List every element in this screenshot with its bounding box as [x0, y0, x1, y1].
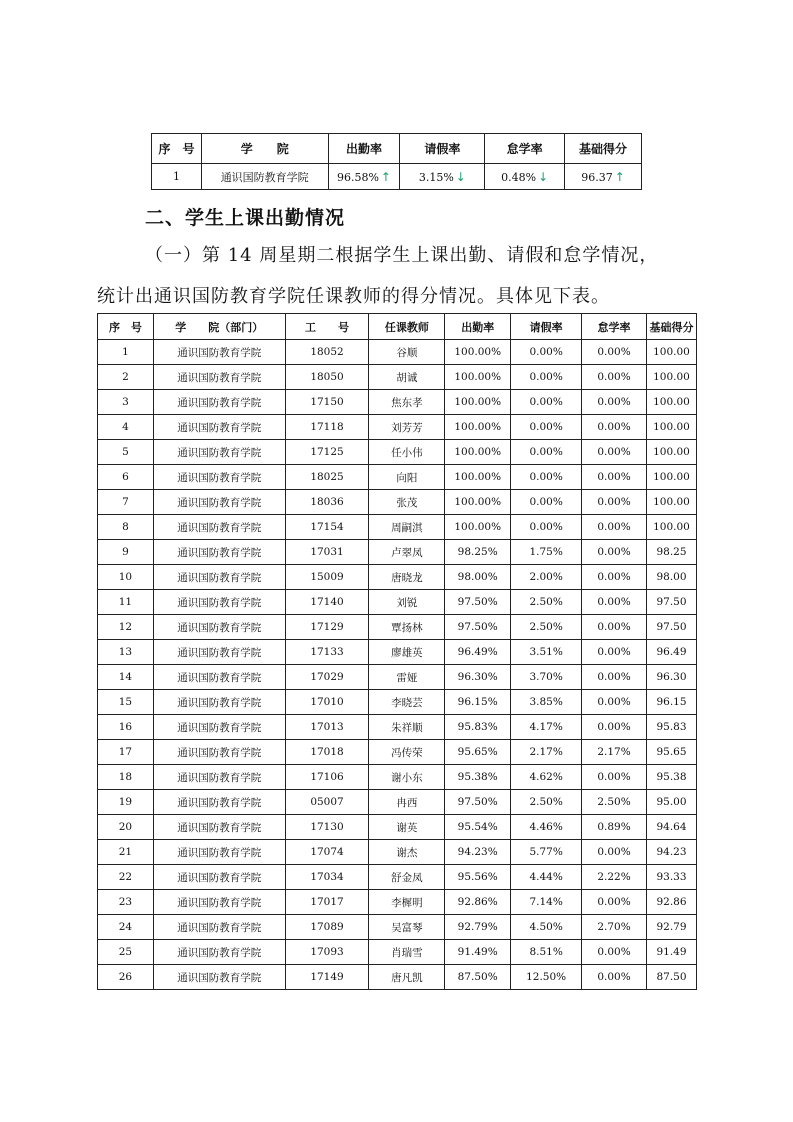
- row-teacher: 张茂: [369, 490, 445, 515]
- row-college: 通识国防教育学院: [153, 365, 285, 390]
- row-no: 13: [98, 640, 154, 665]
- summary-header-leave: 请假率: [400, 134, 485, 164]
- table-row: [98, 865, 697, 890]
- detail-header-college: 学 院（部门）: [153, 314, 285, 340]
- row-score: 100.00: [646, 340, 696, 365]
- row-attendance: 87.50%: [445, 965, 511, 990]
- summary-truancy: 0.48%: [501, 170, 537, 184]
- row-staff-id: 17089: [285, 915, 369, 940]
- row-attendance: 98.25%: [445, 540, 511, 565]
- row-teacher: 舒金凤: [369, 865, 445, 890]
- row-score: 98.25: [646, 540, 696, 565]
- table-row: [98, 965, 697, 990]
- row-leave: 12.50%: [511, 965, 582, 990]
- row-college: 通识国防教育学院: [153, 340, 285, 365]
- row-attendance: 100.00%: [445, 340, 511, 365]
- row-score: 87.50: [646, 965, 696, 990]
- row-teacher: 胡诚: [369, 365, 445, 390]
- row-truancy: 0.00%: [582, 390, 647, 415]
- row-no: 22: [98, 865, 154, 890]
- row-staff-id: 17018: [285, 740, 369, 765]
- summary-attendance-cell: [328, 164, 400, 190]
- row-college: 通识国防教育学院: [153, 965, 285, 990]
- table-row: [98, 790, 697, 815]
- row-staff-id: 17013: [285, 715, 369, 740]
- row-leave: 3.70%: [511, 665, 582, 690]
- row-college: 通识国防教育学院: [153, 540, 285, 565]
- row-teacher: 肖瑞雪: [369, 940, 445, 965]
- table-row: [98, 415, 697, 440]
- row-score: 91.49: [646, 940, 696, 965]
- row-college: 通识国防教育学院: [153, 715, 285, 740]
- row-teacher: 任小伟: [369, 440, 445, 465]
- row-truancy: 0.00%: [582, 890, 647, 915]
- row-college: 通识国防教育学院: [153, 615, 285, 640]
- summary-score: 96.37: [581, 170, 613, 184]
- row-college: 通识国防教育学院: [153, 865, 285, 890]
- row-staff-id: 17130: [285, 815, 369, 840]
- row-attendance: 100.00%: [445, 465, 511, 490]
- row-truancy: 0.00%: [582, 940, 647, 965]
- detail-header-leave: 请假率: [511, 314, 582, 340]
- row-truancy: 0.00%: [582, 440, 647, 465]
- summary-header-row: [152, 134, 642, 164]
- row-truancy: 0.00%: [582, 765, 647, 790]
- row-no: 20: [98, 815, 154, 840]
- table-row: [98, 340, 697, 365]
- row-truancy: 2.17%: [582, 740, 647, 765]
- table-row: [98, 390, 697, 415]
- row-teacher: 刘芳芳: [369, 415, 445, 440]
- row-truancy: 0.00%: [582, 590, 647, 615]
- row-staff-id: 18025: [285, 465, 369, 490]
- row-staff-id: 17029: [285, 665, 369, 690]
- table-row: [98, 915, 697, 940]
- row-staff-id: 17034: [285, 865, 369, 890]
- row-leave: 1.75%: [511, 540, 582, 565]
- row-college: 通识国防教育学院: [153, 465, 285, 490]
- row-truancy: 0.00%: [582, 365, 647, 390]
- row-leave: 3.85%: [511, 690, 582, 715]
- row-no: 8: [98, 515, 154, 540]
- row-teacher: 吴富琴: [369, 915, 445, 940]
- row-attendance: 95.83%: [445, 715, 511, 740]
- row-truancy: 0.00%: [582, 640, 647, 665]
- row-attendance: 94.23%: [445, 840, 511, 865]
- row-college: 通识国防教育学院: [153, 490, 285, 515]
- row-college: 通识国防教育学院: [153, 590, 285, 615]
- row-no: 9: [98, 540, 154, 565]
- row-leave: 7.14%: [511, 890, 582, 915]
- table-row: [98, 890, 697, 915]
- row-staff-id: 17093: [285, 940, 369, 965]
- arrow-up-icon: ↑: [614, 169, 625, 184]
- row-score: 95.83: [646, 715, 696, 740]
- row-truancy: 0.00%: [582, 965, 647, 990]
- table-row: [98, 840, 697, 865]
- row-attendance: 100.00%: [445, 490, 511, 515]
- row-staff-id: 17118: [285, 415, 369, 440]
- row-no: 11: [98, 590, 154, 615]
- row-truancy: 0.00%: [582, 715, 647, 740]
- table-row: [98, 515, 697, 540]
- row-truancy: 0.00%: [582, 540, 647, 565]
- row-no: 17: [98, 740, 154, 765]
- row-teacher: 覃扬林: [369, 615, 445, 640]
- row-college: 通识国防教育学院: [153, 790, 285, 815]
- row-score: 100.00: [646, 390, 696, 415]
- row-attendance: 98.00%: [445, 565, 511, 590]
- row-no: 19: [98, 790, 154, 815]
- row-teacher: 向阳: [369, 465, 445, 490]
- detail-header-row: [98, 314, 697, 340]
- table-row: [98, 740, 697, 765]
- detail-header-staff-id: 工 号: [285, 314, 369, 340]
- row-teacher: 冉西: [369, 790, 445, 815]
- row-no: 14: [98, 665, 154, 690]
- teacher-score-table: [97, 313, 697, 990]
- row-teacher: 刘锐: [369, 590, 445, 615]
- row-no: 6: [98, 465, 154, 490]
- row-score: 96.49: [646, 640, 696, 665]
- row-college: 通识国防教育学院: [153, 940, 285, 965]
- row-teacher: 朱祥顺: [369, 715, 445, 740]
- row-teacher: 廖雄英: [369, 640, 445, 665]
- row-leave: 2.50%: [511, 590, 582, 615]
- row-no: 23: [98, 890, 154, 915]
- row-college: 通识国防教育学院: [153, 740, 285, 765]
- row-staff-id: 17017: [285, 890, 369, 915]
- detail-header-no: 序 号: [98, 314, 154, 340]
- row-leave: 0.00%: [511, 465, 582, 490]
- row-score: 98.00: [646, 565, 696, 590]
- row-no: 15: [98, 690, 154, 715]
- row-no: 10: [98, 565, 154, 590]
- table-row: [98, 590, 697, 615]
- table-row: [98, 765, 697, 790]
- row-attendance: 100.00%: [445, 515, 511, 540]
- row-staff-id: 17106: [285, 765, 369, 790]
- row-no: 7: [98, 490, 154, 515]
- row-teacher: 谷顺: [369, 340, 445, 365]
- row-staff-id: 17133: [285, 640, 369, 665]
- table-row: [98, 715, 697, 740]
- summary-no: 1: [152, 164, 202, 190]
- row-leave: 0.00%: [511, 390, 582, 415]
- row-truancy: 0.00%: [582, 490, 647, 515]
- row-no: 18: [98, 765, 154, 790]
- row-leave: 2.50%: [511, 790, 582, 815]
- paragraph-line-2: 统计出通识国防教育学院任课教师的得分情况。具体见下表。: [97, 286, 610, 307]
- row-truancy: 0.00%: [582, 840, 647, 865]
- row-teacher: 谢杰: [369, 840, 445, 865]
- row-truancy: 0.00%: [582, 665, 647, 690]
- row-score: 95.00: [646, 790, 696, 815]
- row-score: 100.00: [646, 465, 696, 490]
- row-teacher: 焦东孝: [369, 390, 445, 415]
- row-no: 1: [98, 340, 154, 365]
- row-score: 95.65: [646, 740, 696, 765]
- row-no: 25: [98, 940, 154, 965]
- row-truancy: 0.00%: [582, 615, 647, 640]
- row-truancy: 0.00%: [582, 465, 647, 490]
- row-staff-id: 17031: [285, 540, 369, 565]
- row-staff-id: 18036: [285, 490, 369, 515]
- row-truancy: 2.22%: [582, 865, 647, 890]
- row-leave: 4.50%: [511, 915, 582, 940]
- detail-header-teacher: 任课教师: [369, 314, 445, 340]
- row-leave: 0.00%: [511, 440, 582, 465]
- row-leave: 2.17%: [511, 740, 582, 765]
- row-leave: 0.00%: [511, 415, 582, 440]
- row-staff-id: 15009: [285, 565, 369, 590]
- row-score: 100.00: [646, 365, 696, 390]
- row-no: 26: [98, 965, 154, 990]
- summary-college: 通识国防教育学院: [201, 164, 328, 190]
- detail-table-body: [98, 340, 697, 990]
- row-attendance: 92.79%: [445, 915, 511, 940]
- row-attendance: 95.56%: [445, 865, 511, 890]
- row-no: 4: [98, 415, 154, 440]
- detail-header-truancy: 怠学率: [582, 314, 647, 340]
- row-leave: 8.51%: [511, 940, 582, 965]
- row-no: 12: [98, 615, 154, 640]
- row-attendance: 97.50%: [445, 790, 511, 815]
- row-leave: 4.44%: [511, 865, 582, 890]
- college-summary-table: [151, 133, 642, 190]
- summary-header-college: 学 院: [201, 134, 328, 164]
- row-truancy: 0.89%: [582, 815, 647, 840]
- row-attendance: 95.38%: [445, 765, 511, 790]
- row-staff-id: 17074: [285, 840, 369, 865]
- table-row: [98, 490, 697, 515]
- row-score: 96.15: [646, 690, 696, 715]
- row-college: 通识国防教育学院: [153, 840, 285, 865]
- row-college: 通识国防教育学院: [153, 390, 285, 415]
- row-college: 通识国防教育学院: [153, 640, 285, 665]
- row-leave: 4.17%: [511, 715, 582, 740]
- row-leave: 2.00%: [511, 565, 582, 590]
- row-attendance: 100.00%: [445, 365, 511, 390]
- summary-leave: 3.15%: [418, 170, 454, 184]
- row-college: 通识国防教育学院: [153, 690, 285, 715]
- summary-header-score: 基础得分: [565, 134, 642, 164]
- row-leave: 5.77%: [511, 840, 582, 865]
- row-truancy: 0.00%: [582, 690, 647, 715]
- summary-row: [152, 164, 642, 190]
- row-leave: 0.00%: [511, 515, 582, 540]
- table-row: [98, 615, 697, 640]
- row-staff-id: 17149: [285, 965, 369, 990]
- table-row: [98, 540, 697, 565]
- row-college: 通识国防教育学院: [153, 440, 285, 465]
- row-staff-id: 17154: [285, 515, 369, 540]
- row-no: 16: [98, 715, 154, 740]
- row-leave: 2.50%: [511, 615, 582, 640]
- row-truancy: 0.00%: [582, 340, 647, 365]
- row-attendance: 100.00%: [445, 440, 511, 465]
- detail-header-score: 基础得分: [646, 314, 696, 340]
- row-no: 5: [98, 440, 154, 465]
- row-attendance: 97.50%: [445, 615, 511, 640]
- row-attendance: 95.65%: [445, 740, 511, 765]
- row-teacher: 冯传荣: [369, 740, 445, 765]
- row-attendance: 96.30%: [445, 665, 511, 690]
- row-college: 通识国防教育学院: [153, 565, 285, 590]
- row-staff-id: 05007: [285, 790, 369, 815]
- summary-header-truancy: 怠学率: [485, 134, 565, 164]
- table-row: [98, 365, 697, 390]
- detail-header-attendance: 出勤率: [445, 314, 511, 340]
- summary-header-no: 序 号: [152, 134, 202, 164]
- section-heading: 二、学生上课出勤情况: [145, 207, 346, 229]
- row-staff-id: 17150: [285, 390, 369, 415]
- arrow-down-icon: ↓: [455, 169, 466, 184]
- row-staff-id: 18050: [285, 365, 369, 390]
- row-teacher: 周嗣淇: [369, 515, 445, 540]
- row-score: 100.00: [646, 440, 696, 465]
- row-truancy: 0.00%: [582, 565, 647, 590]
- row-college: 通识国防教育学院: [153, 765, 285, 790]
- summary-header-attendance: 出勤率: [328, 134, 400, 164]
- table-row: [98, 690, 697, 715]
- row-college: 通识国防教育学院: [153, 515, 285, 540]
- row-teacher: 李樨明: [369, 890, 445, 915]
- table-row: [98, 440, 697, 465]
- table-row: [98, 940, 697, 965]
- row-no: 3: [98, 390, 154, 415]
- row-attendance: 91.49%: [445, 940, 511, 965]
- row-score: 96.30: [646, 665, 696, 690]
- summary-leave-cell: [400, 164, 485, 190]
- row-score: 94.64: [646, 815, 696, 840]
- row-score: 92.79: [646, 915, 696, 940]
- row-staff-id: 17129: [285, 615, 369, 640]
- row-truancy: 2.50%: [582, 790, 647, 815]
- row-score: 100.00: [646, 415, 696, 440]
- row-teacher: 谢英: [369, 815, 445, 840]
- row-attendance: 92.86%: [445, 890, 511, 915]
- row-leave: 0.00%: [511, 365, 582, 390]
- row-attendance: 96.15%: [445, 690, 511, 715]
- table-row: [98, 665, 697, 690]
- table-row: [98, 465, 697, 490]
- table-row: [98, 815, 697, 840]
- summary-attendance: 96.58%: [336, 170, 379, 184]
- row-no: 24: [98, 915, 154, 940]
- row-teacher: 唐凡凯: [369, 965, 445, 990]
- row-no: 21: [98, 840, 154, 865]
- row-staff-id: 17125: [285, 440, 369, 465]
- row-staff-id: 17010: [285, 690, 369, 715]
- row-truancy: 0.00%: [582, 515, 647, 540]
- row-teacher: 雷娅: [369, 665, 445, 690]
- row-staff-id: 17140: [285, 590, 369, 615]
- row-score: 100.00: [646, 515, 696, 540]
- row-college: 通识国防教育学院: [153, 915, 285, 940]
- row-score: 93.33: [646, 865, 696, 890]
- row-leave: 0.00%: [511, 490, 582, 515]
- row-teacher: 李晓芸: [369, 690, 445, 715]
- row-score: 97.50: [646, 615, 696, 640]
- row-leave: 0.00%: [511, 340, 582, 365]
- row-leave: 4.46%: [511, 815, 582, 840]
- row-score: 100.00: [646, 490, 696, 515]
- row-teacher: 谢小东: [369, 765, 445, 790]
- row-college: 通识国防教育学院: [153, 815, 285, 840]
- row-no: 2: [98, 365, 154, 390]
- row-score: 92.86: [646, 890, 696, 915]
- row-leave: 4.62%: [511, 765, 582, 790]
- row-score: 97.50: [646, 590, 696, 615]
- row-score: 94.23: [646, 840, 696, 865]
- row-teacher: 卢翠凤: [369, 540, 445, 565]
- row-staff-id: 18052: [285, 340, 369, 365]
- row-attendance: 100.00%: [445, 415, 511, 440]
- table-row: [98, 565, 697, 590]
- summary-score-cell: [565, 164, 642, 190]
- row-leave: 3.51%: [511, 640, 582, 665]
- row-teacher: 唐晓龙: [369, 565, 445, 590]
- row-attendance: 100.00%: [445, 390, 511, 415]
- table-row: [98, 640, 697, 665]
- row-attendance: 95.54%: [445, 815, 511, 840]
- summary-truancy-cell: [485, 164, 565, 190]
- row-attendance: 97.50%: [445, 590, 511, 615]
- arrow-up-icon: ↑: [380, 169, 391, 184]
- row-score: 95.38: [646, 765, 696, 790]
- row-attendance: 96.49%: [445, 640, 511, 665]
- row-truancy: 0.00%: [582, 415, 647, 440]
- paragraph-line-1: （一）第 14 周星期二根据学生上课出勤、请假和怠学情况，: [145, 245, 659, 266]
- row-college: 通识国防教育学院: [153, 890, 285, 915]
- arrow-down-icon: ↓: [538, 169, 549, 184]
- row-truancy: 2.70%: [582, 915, 647, 940]
- row-college: 通识国防教育学院: [153, 415, 285, 440]
- row-college: 通识国防教育学院: [153, 665, 285, 690]
